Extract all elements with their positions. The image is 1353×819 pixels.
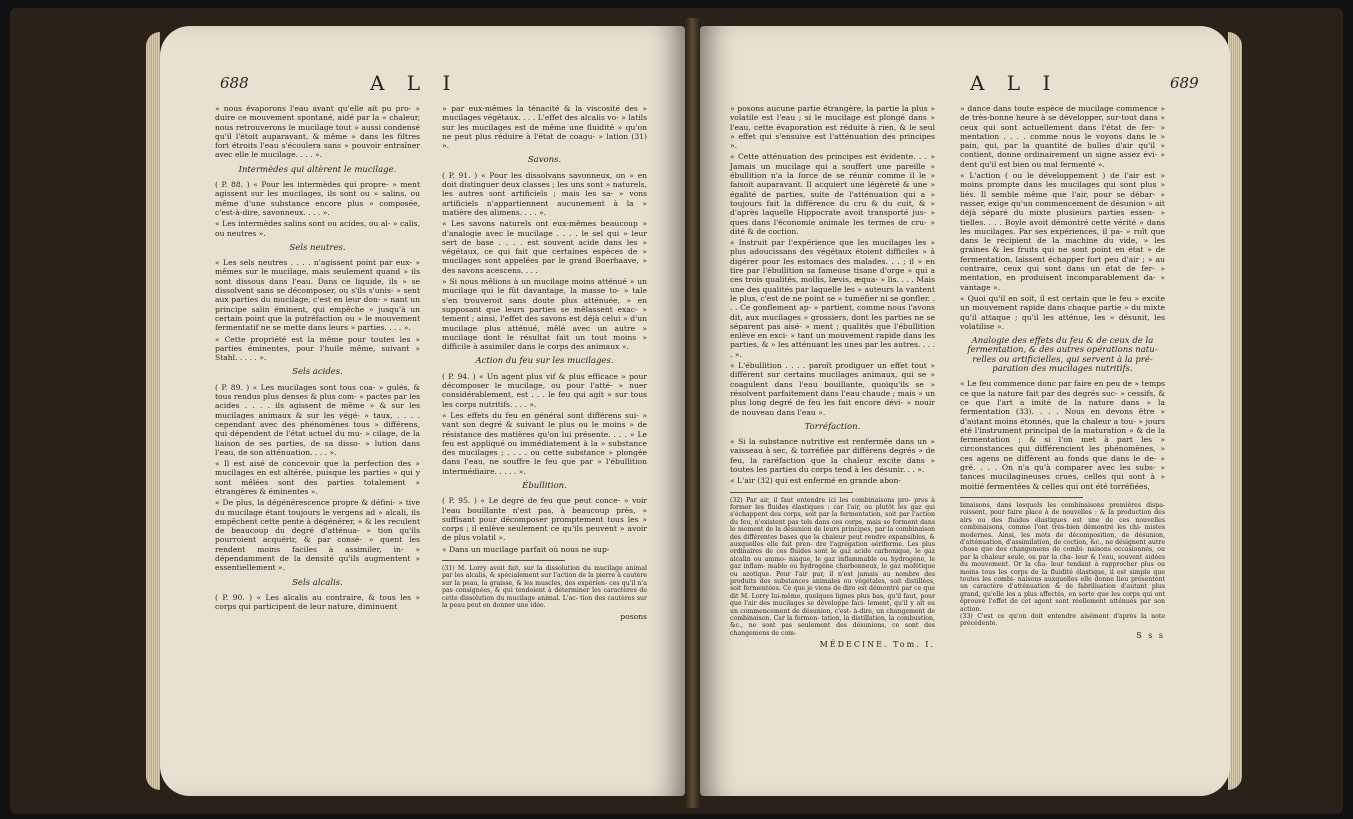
paragraph: ( P. 94. ) « Un agent plus vif & plus efficace » pour décomposer le mucilage, ou pour l'atté- » nuer considérablement, est . . . le feu qui agit » sur tous les corps nutritifs. . . . ».	[442, 371, 647, 409]
paragraph: » posons aucune partie étrangère, la partie la plus » volatile est l'eau ; si le mucilage est plongé dans » l'eau, cette évaporation est réduite à rien, & le seul » effet qui s'ensuive est l'atténuation des principes ».	[730, 104, 935, 151]
paragraph: « L'ébullition . . . . paroît prodiguer un effet tout » différent sur certains mucilages animaux, qui se » coagulent dans l'eau bouillante, quoiqu'ils se » résolvent parfaitement dans l'eau chaude ; mais » un plus long degré de feu les fait encore dévi- » nouir de nouveau dans l'eau ».	[730, 361, 935, 417]
paragraph: « L'air (32) qui est enfermé en grande abon-	[730, 476, 901, 486]
signature-line: S s s	[1136, 630, 1165, 640]
right-running-head: A L I	[970, 71, 1059, 95]
section-heading: Intermèdes qui altèrent le mucilage.	[238, 164, 397, 175]
page-edges-left	[146, 32, 160, 790]
paragraph: « Les effets du feu en général sont différens sui- » vant son degré & suivant le plus ou le moins » de résistance des matières qu'on lui présente. . . . » Le feu est appliqué ou immédiatement à la » substance des mucilages ; . . . . ou cette substance » plongée dans l'eau, ne souffre le feu que par » l'ébullition intermédiaire. . . . . ».	[442, 410, 647, 476]
paragraph: ( P. 95. ) « Le degré de feu que peut conce- » voir l'eau bouillante n'est pas, à beaucoup près, » suffisant pour décomposer promptement tous les » corps ; il enlève seulement ce qu'ils peuvent » avoir de plus volatil ».	[442, 496, 647, 543]
section-heading: Action du feu sur les mucilages.	[475, 356, 614, 367]
paragraph: « Quoi qu'il en soit, il est certain que le feu » excite un mouvement rapide dans chaque partie » du mixte qu'il attaque ; qu'il les atténue, les » désunit, les volatilise ».	[960, 293, 1165, 331]
paragraph: » nous évaporons l'eau avant qu'elle ait pu pro- » duire ce mouvement spontané, aidé par la » chaleur, nous retrouverons le mucilage tout » aussi condensé qu'il l'étoit auparavant, & même » dans les filtres fort étroits l'eau s'écoulera sans » pouvoir entraîner avec elle le mucilage. . . . ».	[215, 104, 420, 160]
footnote: (32) Par air, il faut entendre ici les combinaisons pro- pres à former les fluides élastiques : car l'air, ou plutôt les gaz qui s'échappent des corps, soit par la fermentation, soit par l'action du feu, n'existent pas tels dans ces corps, mais se forment dans le moment de la désunion de leurs principes, par la combinaison des différentes bases que la chaleur peut rendre expansibles, & auxquelles elle fait pren- dre l'agrégation aériforme. Les plus ordinaires de ces fluides sont le gaz acide carbonique, le gaz alcalin ou ammo- niaque, le gaz inflammable ou hydrogène, le gaz inflam- mable ou hydrogène charbonneux, le gaz mofétique ou azotique. Pour l'air pur, il n'est jamais au nombre des produits des substances animales ou végétales, soit distillées, soit fermentées. Ce que je viens de dire est démontré par ce que dit M. Lorry lui-même, quelques lignes plus bas, qu'il faut, pour que l'air des mucilages se développe faci- lement, qu'il y ait eu un commencement de désunion, c'est- à-dire, un changement de combinaison. Car la fermen- tation, la distillation, la combustion, &c., ne sont pas seulement des désunions, ce sont des changemens de com-	[730, 496, 935, 637]
paragraph: ( P. 89. ) « Les mucilages sont tous coa- » gulés, & tous rendus plus denses & plus com- » pactes par les acides . . . . ils agissent de même » & sur les mucilages animaux & sur les végé- » taux, . . . . cependant avec des phénomènes tous » différens, qui dépendent de l'état actuel du mu- » cilage, de la liaison de ses parties, de sa disso- » lution dans l'eau, de son atténuation. . . . ».	[215, 382, 420, 457]
paragraph: « Cette propriété est la même pour toutes les » parties éminentes, pour l'huile même, suivant » Stahl. . . . . ».	[215, 334, 420, 363]
page-edges-right	[1228, 32, 1242, 790]
left-column-2	[442, 104, 647, 621]
paragraph: « Cette atténuation des principes est évidente. . . » Jamais un mucilage qui a souffert une pareille » ébullition n'a la force de se réunir comme il le » faisoit auparavant. Il acquiert une légèreté & une » égalité de parties, suite de l'atténuation qui a » toujours fait la différence du cru & du cuit, & » d'après laquelle Hippocrate avoit transporté jus- » ques dans l'économie animale les termes de cru- » dité & de coction.	[730, 152, 935, 236]
section-heading: Sels neutres.	[289, 242, 346, 253]
paragraph: ( P. 90. ) « Les alcalis au contraire, & tous les » corps qui participent de leur nature, diminuent	[215, 592, 420, 612]
footnote: (33) C'est ce qu'on doit entendre aisément d'après la note précédente.	[960, 612, 1165, 628]
section-heading: Torréfaction.	[804, 421, 861, 432]
right-column-1	[730, 104, 935, 650]
right-column-2	[960, 104, 1165, 640]
paragraph: « Les sels neutres . . . . n'agissent point par eux- » mêmes sur le mucilage, mais seulement quand » ils sont dissous dans l'eau. Dans ce liquide, ils » se dissolvent sans se décomposer, ou s'ils s'unis- » sent aux parties du mucilage, c'est en leur don- » nant un principe salin éminent, qui empêche » jusqu'à un certain point que la putréfaction ou » le mouvement fermentatif ne se mette dans leurs » parties. . . . ».	[215, 258, 420, 333]
signature-line: MÉDECINE. Tom. I.	[819, 640, 935, 650]
paragraph: » Si nous mêlions à un mucilage moins atténué » un mucilage qui le fût davantage, la masse to- » tale s'en trouveroit sans doute plus atténuée, » en supposant que leurs parties se mêlassent exac- » tement ; ainsi, l'effet des savons est déjà celui » d'un mucilage plus atténué, mêlé avec un autre » mucilage dont le résultat fait un tout moins » difficile à assimiler dans le corps des animaux ».	[442, 277, 647, 352]
paragraph: « Les intermèdes salins sont ou acides, ou al- » calis, ou neutres ».	[215, 219, 420, 238]
section-heading: Sels alcalis.	[292, 577, 343, 588]
paragraph: « Dans un mucilage parfait où nous ne sup-	[442, 544, 610, 554]
footnote: binaisons, dans lesquels les combinaisons premières dispa- roissent, pour faire place à de nouvelles : & la production des airs ou des fluides élastiques est une de ces nouvelles combinaisons, comme l'ont très-bien démontré les chi- mistes modernes. Ainsi, les mots de décomposition, de désunion, d'atténuation, d'assimilation, de coction, &c., ne désignent autre chose que des changemens de combi- naisons occasionnés, ou par la chaleur seule, ou par la cha- leur & l'eau, souvent aidées du mouvement. Or la cha- leur tendant à rapprocher plus ou moins tous les corps de la fluidité élastique, il est simple que toutes les combi- naisons auxquelles elle donne lieu présentent un caractère d'atténuation & de fabrilisation d'autant plus grand, qu'elle les a plus affectés, en sorte que les corps qui ont éprouvé l'effet de cet agent sont réellement atténués par son action.	[960, 501, 1165, 613]
footnote-rule	[960, 497, 1083, 498]
paragraph: » par eux-mêmes la ténacité & la viscosité des » mucilages végétaux. . . . L'effet des alcalis vo- » latils sur les mucilages est de même une fluidité » qu'on ne peut plus réduire à l'état de coagu- » lation (31) ».	[442, 104, 647, 151]
paragraph: « Instruit par l'expérience que les mucilages les » plus adoucissans des végétaux étoient difficiles » à digérer pour les estomacs des malades. . . ; il » en tire par l'ébullition sa fameuse tisane d'orge » qui a ces trois qualités, mollis, lævis, æqua- » lis. . . . Mais une des qualités par laquelle les » auteurs la vantent le plus, c'est de ne point se » tuméfier ni se gonfler. . . . Ce gonflement ap- » partient, comme nous l'avons dit, aux mucilages » grossiers, dont les parties ne se séparent pas aisé- » ment ; qualités que l'ébullition enlève en exci- » tant un mouvement rapide dans les parties, & » les atténuant les unes par les autres. . . . . ».	[730, 238, 935, 359]
paragraph: « Le feu commence donc par faire en peu de » temps ce que la nature fait par des degrés suc- » cessifs, & ce que l'art a imité de la nature dans » la fermentation (33). . . . Nous en devons être » d'autant moins étonnés, que la chaleur a tou- » jours été l'instrument principal de la maturation » & de la fermentation ; & si l'on met à part les » circonstances qui différencient les phénomènes, » ces agens ne diffèrent au fonds que dans le de- » gré. . . . On n'a qu'à comparer avec les subs- » tances mucilagineuses crues, celles qui sont à » moitié fermentées & celles qui ont été torréfiées,	[960, 379, 1165, 491]
right-folio: 689	[1170, 74, 1199, 92]
paragraph: ( P. 88. ) « Pour les intermèdes qui propre- » ment agissent sur les mucilages, ils sont ou » salins, ou même d'une substance encore plus » composée, c'est-à-dire, savonneux. . . . ».	[215, 180, 420, 217]
catchword: posons	[620, 611, 647, 621]
paragraph: » dance dans toute espèce de mucilage commence » de très-bonne heure à se développer, sur-tout dans » ceux qui sont actuellement dans l'état de fer- » mentation . . . . comme nous le voyons dans le » pain, qui, par la quantité de bulles d'air qu'il » contient, donne ordinairement un signe assez évi- » dent qu'il est bien ou mal fermenté ».	[960, 104, 1165, 169]
left-column-1	[215, 104, 420, 614]
footnote: (31) M. Lorry avoit fait, sur la dissolution du mucilage animal par les alcalis, & spécialement sur l'action de la pierre à cautère sur la peau, la graisse, & les muscles, des expérien- ces qu'il n'a pas consignées, & qui tendoient à déterminer les caractères de cette dissolution du mucilage animal. L'ac- tion des cautères sur la peau peut en donner une idée.	[442, 565, 647, 610]
book-gutter	[685, 18, 700, 808]
section-heading: Savons.	[527, 155, 562, 166]
right-page	[700, 26, 1230, 796]
book-spread	[10, 8, 1343, 814]
left-page	[160, 26, 685, 796]
section-heading: Ébullition.	[522, 480, 567, 491]
paragraph: « Les savons naturels ont eux-mêmes beaucoup » d'analogie avec le mucilage . . . . le sel qui » leur sert de base . . . . est souvent acide dans les » végétaux, ce qui fait que certaines espèces de » mucilages sont appelées par le grand Boerhaave, » des savons acescens. . . .	[442, 219, 647, 275]
section-heading: Analogie des effets du feu & de ceux de la fermentation, & des autres opérations natu- relles ou artificielles, qui servent à la pré- paration des mucilages nutritifs.	[967, 336, 1158, 375]
footnote-rule	[442, 560, 565, 561]
left-folio: 688	[220, 74, 249, 92]
left-running-head: A L I	[370, 71, 459, 95]
paragraph: « De plus, la dégénérescence propre & défini- » tive du mucilage étant toujours le vergens ad » alcali, ils empêchent cette pente à dégénérer, » & les reculent de beaucoup du degré d'atténua- » tion qu'ils pourroient acquérir, & par consé- » quent les rendent moins faciles à assimiler, in- » dépendamment de la densité qu'ils augmentent » essentiellement ».	[215, 498, 420, 573]
paragraph: « Si la substance nutritive est renfermée dans un » vaisseau à sec, & torréfiée par différens degrés » de feu, la raréfaction que la chaleur excite dans » toutes les parties du corps tend à les désunir. . . ».	[730, 437, 935, 474]
paragraph: « L'action ( ou le développement ) de l'air est » moins prompte dans les mucilages qui sont plus » liés. Il semble même que l'air, pour se débar- » rasser, exige qu'un commencement de désunion » ait déjà séparé du mixte plusieurs parties essen- » tielles. . . . Boyle avoit démontré cette vérité » dans les mucilages. Par ses expériences, il pa- » roît que dans le récipient de la machine du vide, » les graines & les fruits qui ne sont point en état » de fermentation, laissent échapper fort peu d'air ; » au contraire, ceux qui sont dans un état de fer- » mentation, en produisent incomparablement da- » vantage ».	[960, 171, 1165, 292]
section-heading: Sels acides.	[292, 367, 343, 378]
paragraph: ( P. 91. ) « Pour les dissolvans savonneux, on » en doit distinguer deux classes ; les uns sont » naturels, les autres sont artificiels ; mais les sa- » vons artificiels n'appartiennent aucunement à la » matière des alimens. . . . ».	[442, 170, 647, 217]
footnote-rule	[730, 492, 853, 493]
paragraph: « Il est aisé de concevoir que la perfection des » mucilages en est altérée, puisque les parties » qui y sont mêlées sont des parties totalement » étrangères & éminentes ».	[215, 459, 420, 496]
